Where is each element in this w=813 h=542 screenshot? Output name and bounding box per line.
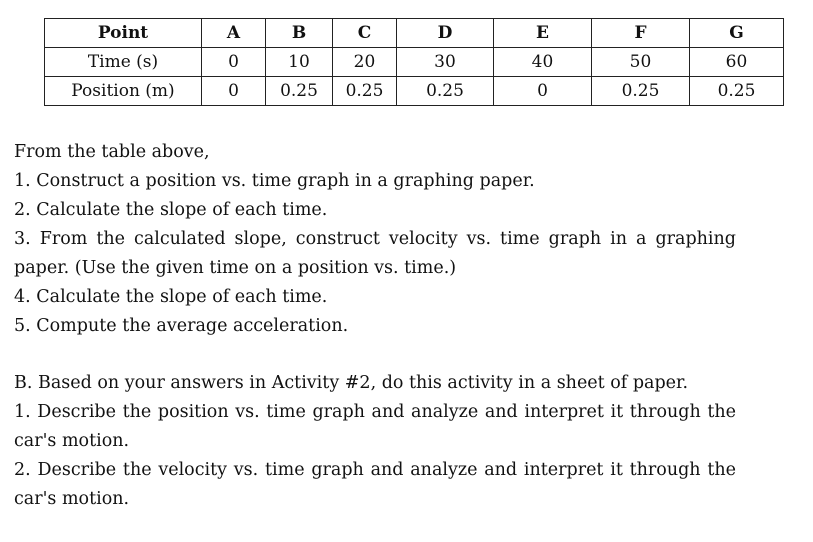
part-a-item-3: 3. From the calculated slope, construct velocity vs. time graph in a graphing paper. (Use the given time on a position vs. time.)	[14, 229, 736, 278]
part-b-intro: B. Based on your answers in Activity #2, do this activity in a sheet of paper.	[14, 373, 689, 393]
part-b-item-2: 2. Describe the velocity vs. time graph and analyze and interpret it through the car's motion.	[14, 460, 736, 509]
part-a-item-1: 1. Construct a position vs. time graph in a graphing paper.	[14, 171, 535, 191]
table-cell: 40	[494, 48, 592, 77]
table-cell: 30	[397, 48, 494, 77]
part-b-item-1: 1. Describe the position vs. time graph and analyze and interpret it through the car's motion.	[14, 402, 736, 451]
table-cell: 0.25	[266, 77, 333, 106]
header-cell: D	[397, 19, 494, 48]
table-cell: 0	[202, 48, 266, 77]
table-row-time	[45, 48, 784, 77]
data-table	[44, 18, 784, 106]
header-cell: Point	[45, 19, 202, 48]
table-header-row	[45, 19, 784, 48]
table-cell: 10	[266, 48, 333, 77]
part-a-item-5: 5. Compute the average acceleration.	[14, 316, 349, 336]
table-cell: 0	[202, 77, 266, 106]
header-cell: G	[690, 19, 784, 48]
table-cell: Time (s)	[45, 48, 202, 77]
table-cell: 60	[690, 48, 784, 77]
table-cell: Position (m)	[45, 77, 202, 106]
header-cell: A	[202, 19, 266, 48]
table-cell: 0.25	[690, 77, 784, 106]
table-cell: 0	[494, 77, 592, 106]
table-cell: 0.25	[592, 77, 690, 106]
part-a-item-2: 2. Calculate the slope of each time.	[14, 200, 328, 220]
table-cell: 0.25	[397, 77, 494, 106]
part-a-intro: From the table above,	[14, 142, 210, 162]
header-cell: C	[333, 19, 397, 48]
table-cell: 20	[333, 48, 397, 77]
header-cell: B	[266, 19, 333, 48]
table-cell: 50	[592, 48, 690, 77]
table-cell: 0.25	[333, 77, 397, 106]
part-b-instructions	[14, 369, 736, 514]
header-cell: E	[494, 19, 592, 48]
part-a-instructions	[14, 138, 736, 341]
header-cell: F	[592, 19, 690, 48]
table-row-position	[45, 77, 784, 106]
part-a-item-4: 4. Calculate the slope of each time.	[14, 287, 328, 307]
